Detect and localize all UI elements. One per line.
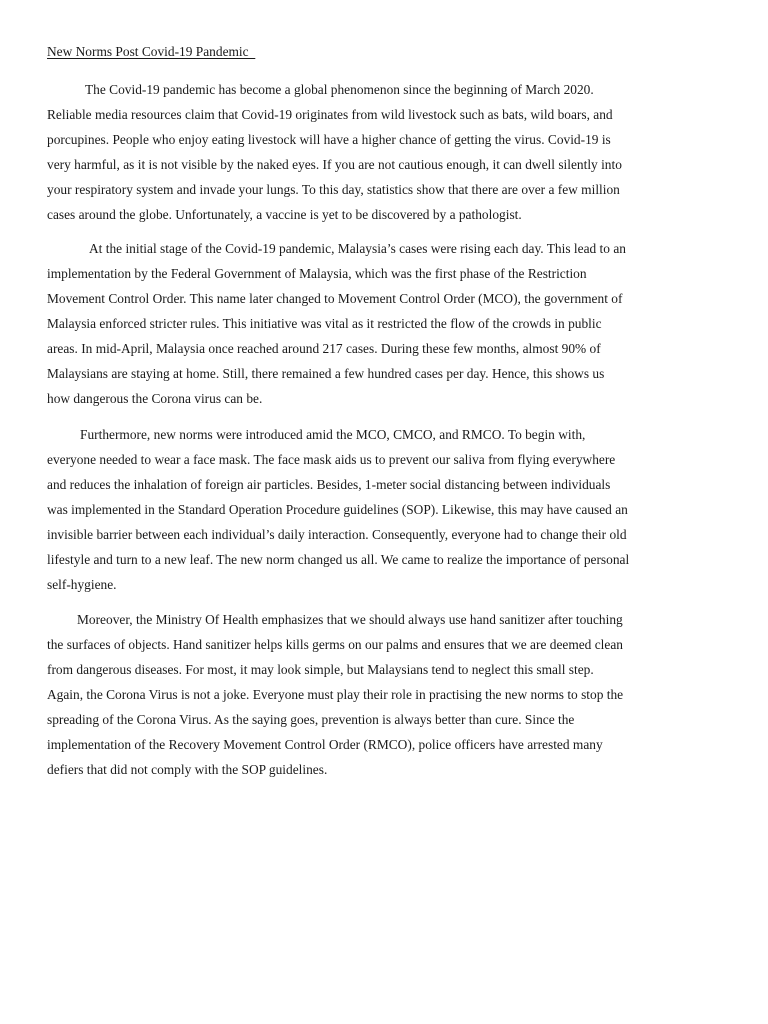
document-title: New Norms Post Covid-19 Pandemic [47,44,256,59]
paragraph-line: Furthermore, new norms were introduced amid the MCO, CMCO, and RMCO. To begin with, [80,427,586,442]
paragraph-2 [47,236,727,411]
paragraph-line: how dangerous the Corona virus can be. [47,391,263,406]
paragraph-line: very harmful, as it is not visible by the naked eyes. If you are not cautious enough, it can dwell silently into [47,157,622,172]
paragraph-line: The Covid-19 pandemic has become a global phenomenon since the beginning of March 2020. [85,82,594,97]
paragraph-line: lifestyle and turn to a new leaf. The new norm changed us all. We came to realize the importance of personal [47,552,630,567]
paragraph-line: Malaysia enforced stricter rules. This initiative was vital as it restricted the flow of the crowds in public [47,316,602,331]
paragraph-line: invisible barrier between each individual’s daily interaction. Consequently, everyone had to change their old [47,527,627,542]
paragraph-line: defiers that did not comply with the SOP guidelines. [47,762,328,777]
paragraph-line: cases around the globe. Unfortunately, a vaccine is yet to be discovered by a pathologist. [47,207,522,222]
paragraph-line: spreading of the Corona Virus. As the saying goes, prevention is always better than cure. Since the [47,712,575,727]
paragraph-4 [47,607,727,782]
paragraph-line: implementation by the Federal Government of Malaysia, which was the first phase of the Restriction [47,266,587,281]
paragraph-3 [47,422,727,597]
paragraph-line: from dangerous diseases. For most, it may look simple, but Malaysians tend to neglect this small step. [47,662,594,677]
paragraph-line: everyone needed to wear a face mask. The face mask aids us to prevent our saliva from flying everywhere [47,452,616,467]
paragraph-line: the surfaces of objects. Hand sanitizer helps kills germs on our palms and ensures that we are deemed clean [47,637,623,652]
paragraph-line: your respiratory system and invade your lungs. To this day, statistics show that there are over a few million [47,182,620,197]
paragraph-line: Again, the Corona Virus is not a joke. Everyone must play their role in practising the new norms to stop the [47,687,624,702]
paragraph-line: self-hygiene. [47,577,117,592]
paragraph-line: porcupines. People who enjoy eating livestock will have a higher chance of getting the virus. Covid-19 is [47,132,611,147]
paragraph-line: was implemented in the Standard Operation Procedure guidelines (SOP). Likewise, this may have caused an [47,502,628,517]
paragraph-1 [47,77,727,227]
paragraph-line: At the initial stage of the Covid-19 pandemic, Malaysia’s cases were rising each day. This lead to an [89,241,626,256]
paragraph-line: implementation of the Recovery Movement Control Order (RMCO), police officers have arrested many [47,737,603,752]
paragraph-line: Reliable media resources claim that Covid-19 originates from wild livestock such as bats, wild boars, and [47,107,613,122]
paragraph-line: Movement Control Order. This name later changed to Movement Control Order (MCO), the government of [47,291,623,306]
paragraph-line: areas. In mid-April, Malaysia once reached around 217 cases. During these few months, almost 90% of [47,341,601,356]
paragraph-line: Malaysians are staying at home. Still, there remained a few hundred cases per day. Hence, this shows us [47,366,605,381]
paragraph-line: and reduces the inhalation of foreign air particles. Besides, 1-meter social distancing between individuals [47,477,611,492]
paragraph-line: Moreover, the Ministry Of Health emphasizes that we should always use hand sanitizer after touching [77,612,623,627]
